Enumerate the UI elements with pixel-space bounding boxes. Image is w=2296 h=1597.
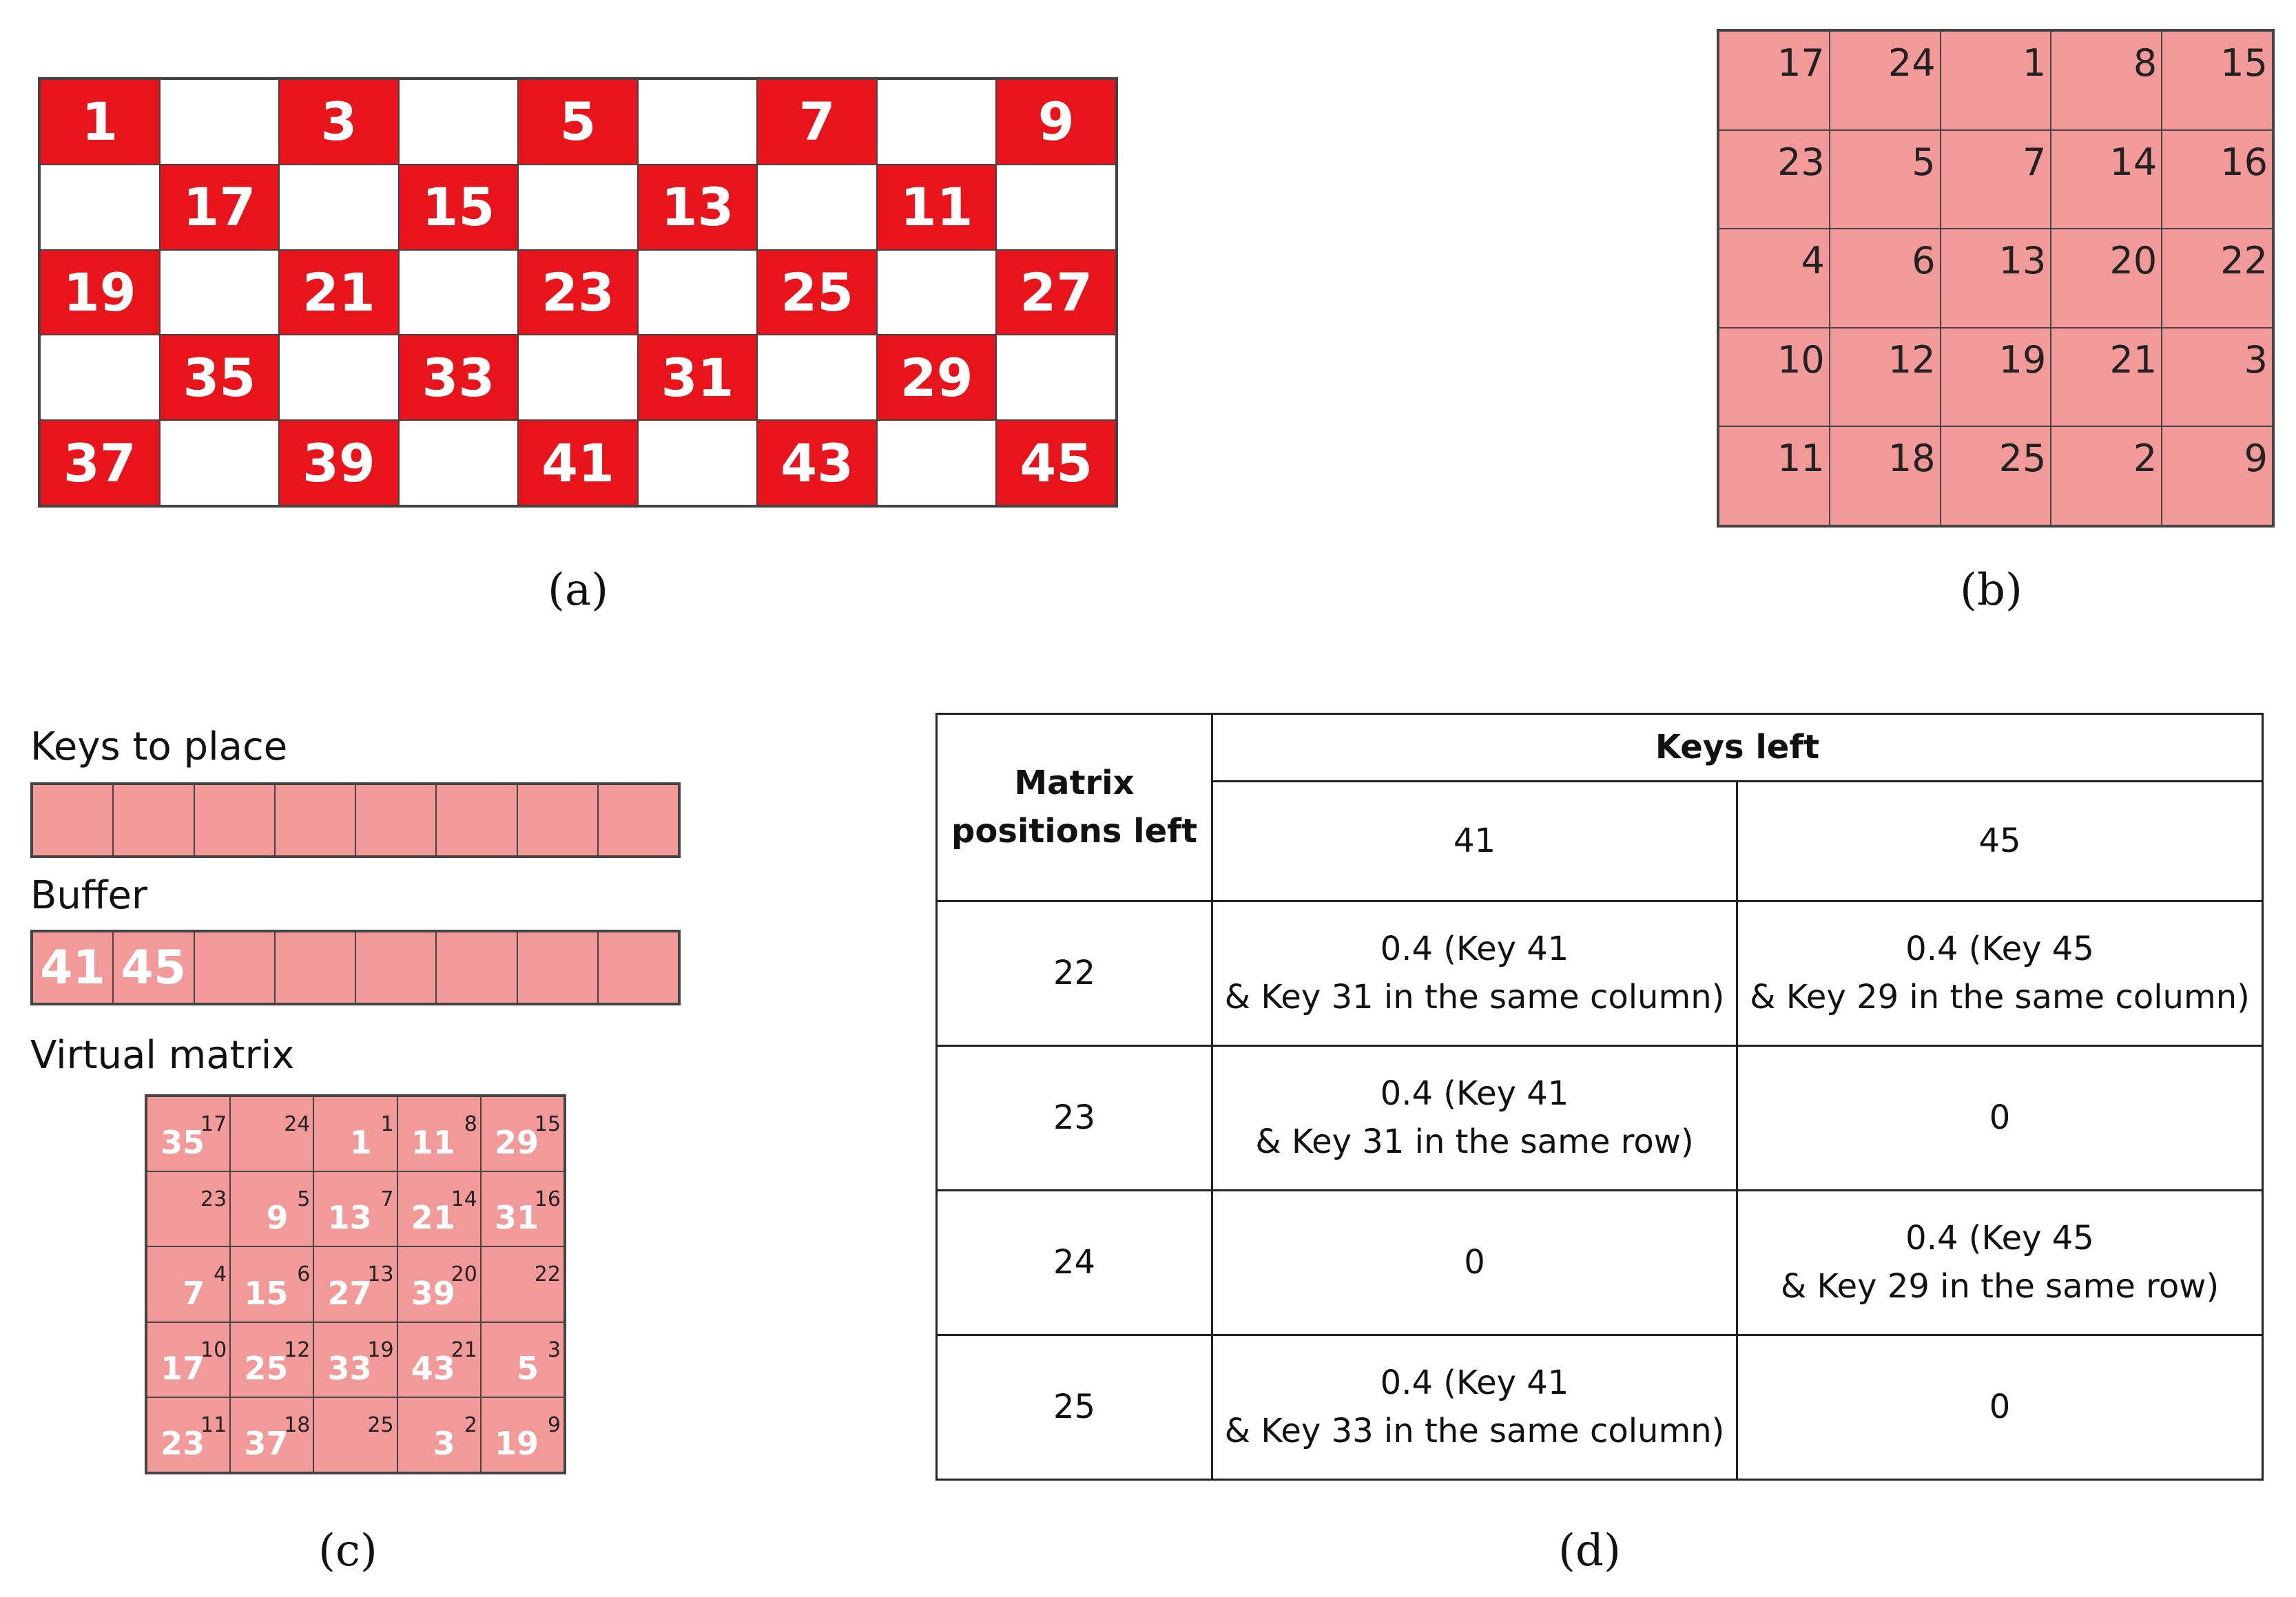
virtual-key: 21 bbox=[411, 1199, 455, 1237]
checkerboard-grid bbox=[38, 77, 1118, 508]
virtual-matrix-cell bbox=[481, 1246, 564, 1322]
virtual-matrix-cell bbox=[313, 1096, 397, 1171]
virtual-position: 16 bbox=[534, 1187, 561, 1212]
grid-a-cell: 1 bbox=[40, 79, 160, 165]
grid-b-cell: 3 bbox=[2162, 328, 2273, 427]
virtual-key: 37 bbox=[244, 1424, 289, 1462]
strip-cell bbox=[275, 932, 355, 1003]
score-line: 0.4 (Key 41 bbox=[1380, 1363, 1569, 1402]
score-line: 0.4 (Key 41 bbox=[1380, 1074, 1569, 1113]
score-cell bbox=[1212, 1046, 1737, 1191]
keys-left-header: Keys left bbox=[1212, 714, 2263, 782]
grid-a-cell bbox=[518, 335, 638, 420]
grid-b-cell: 22 bbox=[2162, 229, 2273, 328]
grid-a-cell: 37 bbox=[40, 420, 160, 505]
virtual-matrix-cell bbox=[230, 1096, 313, 1171]
grid-a-cell bbox=[996, 335, 1116, 420]
strip-cell bbox=[517, 784, 598, 856]
virtual-matrix-cell bbox=[481, 1397, 564, 1472]
virtual-position: 2 bbox=[464, 1412, 477, 1437]
virtual-key: 3 bbox=[433, 1424, 455, 1462]
score-line: 0.4 (Key 45 bbox=[1905, 1218, 2094, 1257]
grid-a-cell: 33 bbox=[399, 335, 519, 420]
grid-b-cell: 1 bbox=[1941, 31, 2051, 130]
table-row bbox=[937, 1191, 2263, 1335]
keys-to-place-label: Keys to place bbox=[30, 724, 288, 769]
grid-a-cell: 3 bbox=[279, 79, 399, 165]
grid-a-cell bbox=[757, 165, 877, 250]
table-row bbox=[937, 1046, 2263, 1191]
grid-a-cell bbox=[279, 165, 399, 250]
score-cell bbox=[1212, 901, 1737, 1046]
virtual-key: 11 bbox=[411, 1124, 455, 1162]
virtual-matrix-grid bbox=[145, 1094, 566, 1474]
grid-a-cell bbox=[399, 250, 519, 335]
grid-b-cell: 12 bbox=[1830, 328, 1941, 427]
virtual-position: 12 bbox=[284, 1337, 311, 1362]
keys-to-place-strip bbox=[30, 782, 681, 858]
grid-b-cell: 6 bbox=[1830, 229, 1941, 328]
score-line: & Key 31 in the same column) bbox=[1224, 977, 1725, 1016]
grid-b-cell: 9 bbox=[2162, 426, 2273, 525]
grid-a-cell: 41 bbox=[518, 420, 638, 505]
strip-cell bbox=[436, 932, 517, 1003]
grid-a-cell bbox=[638, 420, 758, 505]
virtual-position: 3 bbox=[547, 1337, 561, 1362]
grid-b-cell: 10 bbox=[1719, 328, 1830, 427]
virtual-position: 20 bbox=[451, 1262, 477, 1287]
score-line: & Key 31 in the same row) bbox=[1255, 1122, 1694, 1161]
virtual-position: 1 bbox=[380, 1112, 394, 1136]
virtual-key: 25 bbox=[244, 1349, 289, 1387]
virtual-key: 9 bbox=[266, 1199, 289, 1237]
grid-a-cell: 21 bbox=[279, 250, 399, 335]
grid-a-cell bbox=[40, 335, 160, 420]
position-cell: 23 bbox=[937, 1046, 1212, 1191]
virtual-key: 31 bbox=[494, 1199, 539, 1237]
grid-b-cell: 7 bbox=[1941, 130, 2051, 229]
virtual-matrix-cell bbox=[147, 1096, 230, 1171]
grid-b-cell: 23 bbox=[1719, 130, 1830, 229]
score-cell bbox=[1212, 1335, 1737, 1480]
virtual-matrix-cell bbox=[481, 1096, 564, 1171]
virtual-matrix-cell bbox=[230, 1397, 313, 1472]
grid-a-cell: 13 bbox=[638, 165, 758, 250]
buffer-label: Buffer bbox=[30, 873, 147, 918]
grid-b-cell: 20 bbox=[2051, 229, 2162, 328]
virtual-key: 17 bbox=[161, 1349, 205, 1387]
grid-b-cell: 18 bbox=[1830, 426, 1941, 525]
virtual-position: 5 bbox=[297, 1187, 311, 1212]
virtual-matrix-cell bbox=[481, 1171, 564, 1246]
strip-cell bbox=[32, 784, 113, 856]
grid-b-cell: 16 bbox=[2162, 130, 2273, 229]
grid-a-cell: 31 bbox=[638, 335, 758, 420]
virtual-matrix-cell bbox=[397, 1171, 481, 1246]
virtual-matrix-label: Virtual matrix bbox=[30, 1033, 295, 1078]
virtual-position: 14 bbox=[451, 1187, 477, 1212]
grid-a-cell bbox=[518, 165, 638, 250]
grid-b-cell: 19 bbox=[1941, 328, 2051, 427]
virtual-position: 7 bbox=[380, 1187, 394, 1212]
grid-a-cell bbox=[877, 79, 997, 165]
strip-cell bbox=[355, 784, 436, 856]
virtual-position: 8 bbox=[464, 1112, 477, 1136]
grid-b-cell: 24 bbox=[1830, 31, 1941, 130]
virtual-matrix-cell bbox=[397, 1397, 481, 1472]
grid-b-cell: 17 bbox=[1719, 31, 1830, 130]
grid-a-cell: 23 bbox=[518, 250, 638, 335]
strip-cell bbox=[436, 784, 517, 856]
score-cell bbox=[1737, 1335, 2263, 1480]
score-cell bbox=[1737, 901, 2263, 1046]
grid-b-cell: 4 bbox=[1719, 229, 1830, 328]
virtual-position: 21 bbox=[451, 1337, 477, 1362]
virtual-key: 19 bbox=[494, 1424, 539, 1462]
virtual-key: 15 bbox=[244, 1274, 289, 1312]
virtual-position: 11 bbox=[200, 1412, 227, 1437]
score-line: 0 bbox=[1989, 1098, 2011, 1137]
position-grid bbox=[1717, 29, 2275, 528]
virtual-matrix-cell bbox=[230, 1246, 313, 1322]
grid-a-cell: 45 bbox=[996, 420, 1116, 505]
grid-a-cell: 35 bbox=[160, 335, 280, 420]
virtual-key: 23 bbox=[161, 1424, 205, 1462]
score-line: 0.4 (Key 45 bbox=[1905, 929, 2094, 968]
virtual-matrix-cell bbox=[313, 1171, 397, 1246]
grid-b-cell: 25 bbox=[1941, 426, 2051, 525]
score-cell bbox=[1737, 1046, 2263, 1191]
score-table bbox=[935, 713, 2264, 1481]
virtual-matrix-cell bbox=[397, 1096, 481, 1171]
virtual-position: 13 bbox=[367, 1262, 394, 1287]
virtual-matrix-cell bbox=[230, 1171, 313, 1246]
score-cell bbox=[1212, 1191, 1737, 1335]
table-row bbox=[937, 901, 2263, 1046]
grid-a-cell: 29 bbox=[877, 335, 997, 420]
grid-a-cell bbox=[638, 79, 758, 165]
grid-a-cell: 11 bbox=[877, 165, 997, 250]
matrix-positions-left-header: Matrix positions left bbox=[937, 714, 1212, 901]
strip-cell bbox=[598, 784, 679, 856]
score-line: & Key 33 in the same column) bbox=[1224, 1411, 1725, 1450]
grid-b-cell: 21 bbox=[2051, 328, 2162, 427]
virtual-matrix-cell bbox=[147, 1397, 230, 1472]
position-cell: 22 bbox=[937, 901, 1212, 1046]
score-cell bbox=[1737, 1191, 2263, 1335]
grid-a-cell bbox=[638, 250, 758, 335]
grid-a-cell: 25 bbox=[757, 250, 877, 335]
grid-a-cell bbox=[877, 420, 997, 505]
virtual-position: 17 bbox=[200, 1112, 227, 1136]
virtual-position: 22 bbox=[534, 1262, 561, 1287]
key-column-45: 45 bbox=[1737, 782, 2263, 901]
virtual-matrix-cell bbox=[397, 1322, 481, 1397]
grid-a-cell bbox=[160, 420, 280, 505]
virtual-position: 10 bbox=[200, 1337, 227, 1362]
grid-a-cell: 27 bbox=[996, 250, 1116, 335]
strip-cell bbox=[598, 932, 679, 1003]
virtual-position: 15 bbox=[534, 1112, 561, 1136]
strip-cell bbox=[194, 932, 275, 1003]
grid-b-cell: 2 bbox=[2051, 426, 2162, 525]
virtual-matrix-cell bbox=[481, 1322, 564, 1397]
virtual-matrix-cell bbox=[147, 1171, 230, 1246]
key-column-41: 41 bbox=[1212, 782, 1737, 901]
grid-b-cell: 15 bbox=[2162, 31, 2273, 130]
grid-b-cell: 5 bbox=[1830, 130, 1941, 229]
buffer-strip bbox=[30, 930, 681, 1005]
virtual-key: 7 bbox=[183, 1274, 205, 1312]
virtual-matrix-cell bbox=[147, 1322, 230, 1397]
score-line: & Key 29 in the same row) bbox=[1780, 1266, 2220, 1306]
virtual-position: 4 bbox=[214, 1262, 227, 1287]
grid-b-cell: 11 bbox=[1719, 426, 1830, 525]
strip-cell bbox=[194, 784, 275, 856]
virtual-key: 35 bbox=[161, 1124, 205, 1162]
grid-a-cell: 19 bbox=[40, 250, 160, 335]
virtual-position: 18 bbox=[284, 1412, 311, 1437]
grid-a-cell: 43 bbox=[757, 420, 877, 505]
virtual-position: 6 bbox=[297, 1262, 311, 1287]
strip-cell bbox=[517, 932, 598, 1003]
virtual-matrix-cell bbox=[147, 1246, 230, 1322]
grid-a-cell bbox=[399, 79, 519, 165]
grid-b-cell: 13 bbox=[1941, 229, 2051, 328]
virtual-key: 27 bbox=[327, 1274, 372, 1312]
virtual-key: 29 bbox=[494, 1124, 539, 1162]
virtual-position: 19 bbox=[367, 1337, 394, 1362]
virtual-position: 24 bbox=[284, 1112, 311, 1136]
virtual-key: 43 bbox=[411, 1349, 455, 1387]
grid-a-cell: 15 bbox=[399, 165, 519, 250]
virtual-key: 39 bbox=[411, 1274, 455, 1312]
virtual-matrix-cell bbox=[313, 1322, 397, 1397]
caption-a: (a) bbox=[548, 565, 609, 616]
grid-b-cell: 14 bbox=[2051, 130, 2162, 229]
grid-a-cell bbox=[877, 250, 997, 335]
virtual-position: 25 bbox=[367, 1412, 394, 1437]
grid-b-cell: 8 bbox=[2051, 31, 2162, 130]
position-cell: 25 bbox=[937, 1335, 1212, 1480]
virtual-key: 5 bbox=[516, 1349, 539, 1387]
strip-cell: 45 bbox=[113, 932, 194, 1003]
table-row bbox=[937, 1335, 2263, 1480]
grid-a-cell bbox=[399, 420, 519, 505]
grid-a-cell bbox=[160, 250, 280, 335]
grid-a-cell bbox=[996, 165, 1116, 250]
score-line: & Key 29 in the same column) bbox=[1750, 977, 2250, 1016]
grid-a-cell bbox=[160, 79, 280, 165]
grid-a-cell: 39 bbox=[279, 420, 399, 505]
virtual-position: 9 bbox=[547, 1412, 561, 1437]
grid-a-cell: 17 bbox=[160, 165, 280, 250]
caption-c: (c) bbox=[318, 1525, 378, 1576]
score-line: 0 bbox=[1989, 1387, 2011, 1426]
virtual-key: 1 bbox=[349, 1124, 372, 1162]
grid-a-cell bbox=[279, 335, 399, 420]
grid-a-cell: 9 bbox=[996, 79, 1116, 165]
strip-cell: 41 bbox=[32, 932, 113, 1003]
grid-a-cell: 5 bbox=[518, 79, 638, 165]
virtual-key: 33 bbox=[327, 1349, 372, 1387]
score-line: 0.4 (Key 41 bbox=[1380, 929, 1569, 968]
virtual-position: 23 bbox=[200, 1187, 227, 1212]
virtual-key: 13 bbox=[327, 1199, 372, 1237]
caption-d: (d) bbox=[1558, 1525, 1621, 1576]
virtual-matrix-cell bbox=[397, 1246, 481, 1322]
strip-cell bbox=[355, 932, 436, 1003]
grid-a-cell: 7 bbox=[757, 79, 877, 165]
score-line: 0 bbox=[1464, 1242, 1485, 1282]
virtual-matrix-cell bbox=[230, 1322, 313, 1397]
grid-a-cell bbox=[757, 335, 877, 420]
virtual-matrix-cell bbox=[313, 1397, 397, 1472]
strip-cell bbox=[275, 784, 355, 856]
strip-cell bbox=[113, 784, 194, 856]
virtual-matrix-cell bbox=[313, 1246, 397, 1322]
grid-a-cell bbox=[40, 165, 160, 250]
position-cell: 24 bbox=[937, 1191, 1212, 1335]
caption-b: (b) bbox=[1960, 565, 2023, 616]
